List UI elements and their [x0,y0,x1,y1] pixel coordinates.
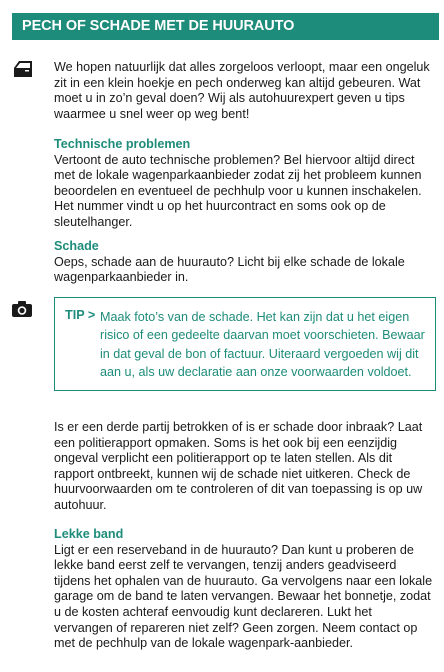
lekke-body: Ligt er een reserveband in de huurauto? Dan kunt u proberen de lekke band eerst zelf te vervangen, tenzij anders geadviseerd tijdens het ophalen van de huurauto. Ga vervolgens naar een lokale garage om de band te laten vervangen. Bewaar het bonnetje, zodat u de kosten achteraf eenvoudig kunt declareren. Lukt het vervangen of repareren niet zelf? Geen zorgen. Neem contact op met de pechhulp van de lokale wagenpark-aanbieder. [54,542,433,651]
tip-text: Maak foto’s van de schade. Het kan zijn dat u het eigen risico of een gedeelte daarvan moet voorschieten. Bewaar in dat geval de bon of factuur. Uiteraard vergoeden wij dit aan u, als uw declaratie aan onze voorwaarden voldoet. [100,310,425,379]
technische-body: Vertoont de auto technische problemen? Bel hiervoor altijd direct met de lokale wagenparkaanbieder zodat zij het probleem kunnen beoordelen en eventueel de pechhulp voor u kunnen inschakelen. Het nummer vindt u op het huurcontract en soms ook op de sleutelhanger. [54,152,422,229]
derde-paragraph: Is er een derde partij betrokken of is er schade door inbraak? Laat een politierapport opmaken. Soms is het ook bij een eenzijdig ongeval verplicht een politierapport op te laten stellen. Als dit rapport ontbreekt, kunnen wij de schade niet uitkeren. Check de huurvoorwaarden om te controleren of dit van toepassing is op uw autohuur. [54,420,423,512]
tip-label: TIP > [65,308,96,322]
technische-heading: Technische problemen [54,137,191,151]
technische-section [54,137,434,231]
schade-body: Oeps, schade aan de huurauto? Licht bij elke schade de lokale wagenparkaanbieder in. [54,254,405,285]
page-title: PECH OF SCHADE MET DE HUURAUTO [12,13,439,40]
schade-heading: Schade [54,239,99,253]
intro-paragraph: We hopen natuurlijk dat alles zorgeloos verloopt, maar een ongeluk zit in een klein hoekje en pech onderweg kan altijd gebeuren. Wat moet u in zo’n geval doen? Wij als autohuurexpert geven u tips waarmee u snel weer op weg bent! [54,60,430,121]
lekke-heading: Lekke band [54,527,124,541]
camera-icon [11,300,33,318]
tip-box [54,297,436,391]
car-door-icon [13,60,33,78]
lekke-section [54,527,434,652]
schade-section [54,239,434,286]
